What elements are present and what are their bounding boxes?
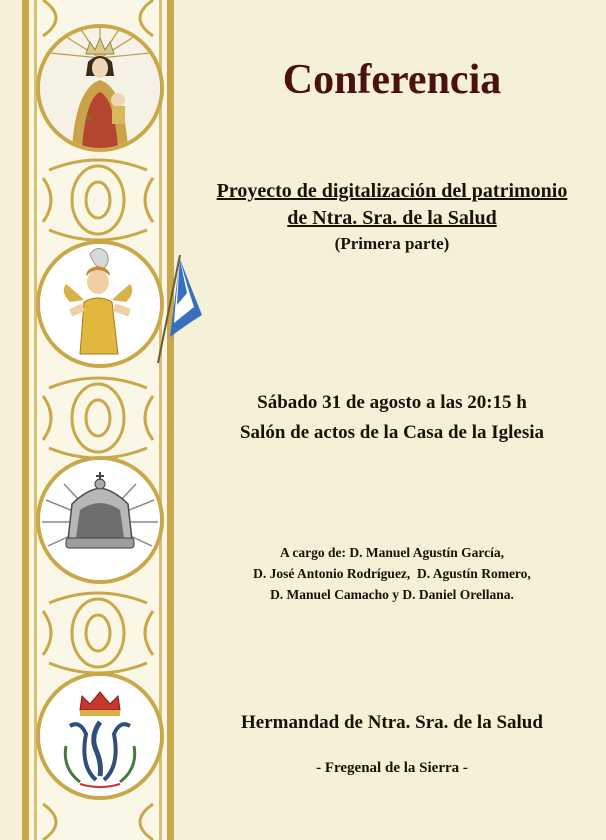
knot-1: [43, 160, 153, 240]
knot-2: [43, 378, 153, 458]
speakers: [178, 542, 606, 605]
project-subtitle: (Primera parte): [334, 234, 450, 253]
project-line-2: de Ntra. Sra. de la Salud: [287, 207, 497, 229]
poster-text: [178, 0, 606, 840]
virgin-image: [36, 24, 164, 152]
project-line-1: Proyecto de digitalización del patrimonio: [216, 180, 568, 202]
project-heading: [178, 178, 606, 256]
speakers-line: A cargo de: D. Manuel Agustín García,: [280, 545, 504, 560]
town: - Fregenal de la Sierra -: [316, 760, 468, 776]
knot-3: [43, 593, 153, 673]
crown-image: [36, 456, 164, 584]
organizer: Hermandad de Ntra. Sra. de la Salud: [241, 712, 543, 733]
event-venue: Salón de actos de la Casa de la Iglesia: [239, 422, 545, 443]
event-date-time: Sábado 31 de agosto a las 20:15 h: [257, 392, 527, 413]
speakers-line: D. José Antonio Rodríguez, D. Agustín Romero,: [253, 566, 531, 581]
conference-title: Conferencia: [282, 57, 502, 103]
knot-bottom: [43, 804, 153, 840]
emblem-image: [36, 672, 164, 800]
speakers-line: D. Manuel Camacho y D. Daniel Orellana.: [270, 587, 514, 602]
event-details: [178, 388, 606, 448]
